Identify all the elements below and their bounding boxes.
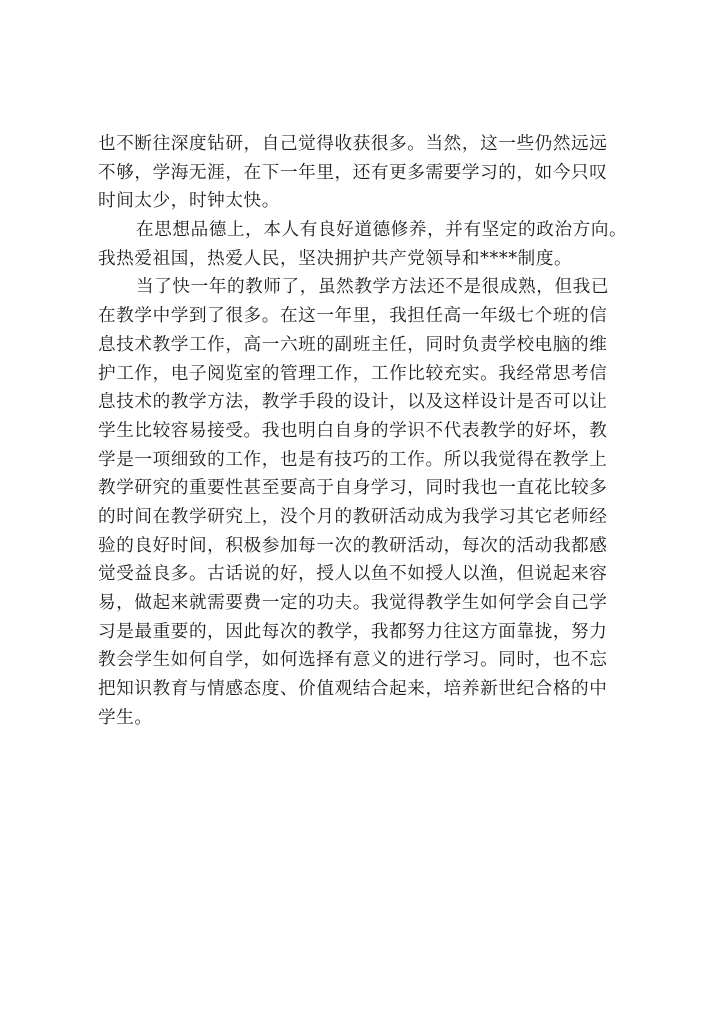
text-line: 时间太少，时钟太快。 [98, 191, 280, 212]
text-line: 教学研究的重要性甚至要高于自身学习，同时我也一直花比较多 [98, 478, 608, 499]
text-line: 学生。 [98, 707, 153, 728]
paragraph-start-line: 当了快一年的教师了，虽然教学方法还不是很成熟，但我已 [136, 277, 610, 298]
text-line: 易，做起来就需要费一定的功夫。我觉得教学生如何学会自己学 [98, 593, 608, 613]
document-body [98, 130, 638, 732]
text-line: 不够，学海无涯，在下一年里，还有更多需要学习的，如今只叹 [98, 162, 608, 183]
text-line: 也不断往深度钻研，自己觉得收获很多。当然，这一些仍然远远 [98, 134, 608, 154]
text-line: 息技术的教学方法，教学手段的设计，以及这样设计是否可以让 [98, 392, 608, 413]
text-line: 我热爱祖国，热爱人民，坚决拥护共产党领导和****制度。 [98, 248, 573, 269]
text-line: 验的良好时间，积极参加每一次的教研活动，每次的活动我都感 [98, 535, 608, 556]
text-line: 觉受益良多。古话说的好，授人以鱼不如授人以渔，但说起来容 [98, 564, 608, 585]
text-line: 息技术教学工作，高一六班的副班主任，同时负责学校电脑的维 [98, 334, 608, 355]
text-line: 学生比较容易接受。我也明白自身的学识不代表教学的好坏，教 [98, 420, 608, 441]
text-line: 的时间在教学研究上，没个月的教研活动成为我学习其它老师经 [98, 506, 608, 527]
text-line: 习是最重要的，因此每次的教学，我都努力往这方面靠拢，努力 [98, 621, 608, 642]
text-line: 在教学中学到了很多。在这一年里，我担任高一年级七个班的信 [98, 306, 608, 327]
text-line: 把知识教育与情感态度、价值观结合起来，培养新世纪合格的中 [98, 679, 608, 700]
text-line: 护工作，电子阅览室的管理工作，工作比较充实。我经常思考信 [98, 363, 608, 384]
text-line: 学是一项细致的工作，也是有技巧的工作。所以我觉得在教学上 [98, 449, 608, 470]
paragraph-start-line: 在思想品德上，本人有良好道德修养，并有坚定的政治方向。 [136, 220, 628, 241]
text-line: 教会学生如何自学，如何选择有意义的进行学习。同时，也不忘 [98, 650, 608, 671]
